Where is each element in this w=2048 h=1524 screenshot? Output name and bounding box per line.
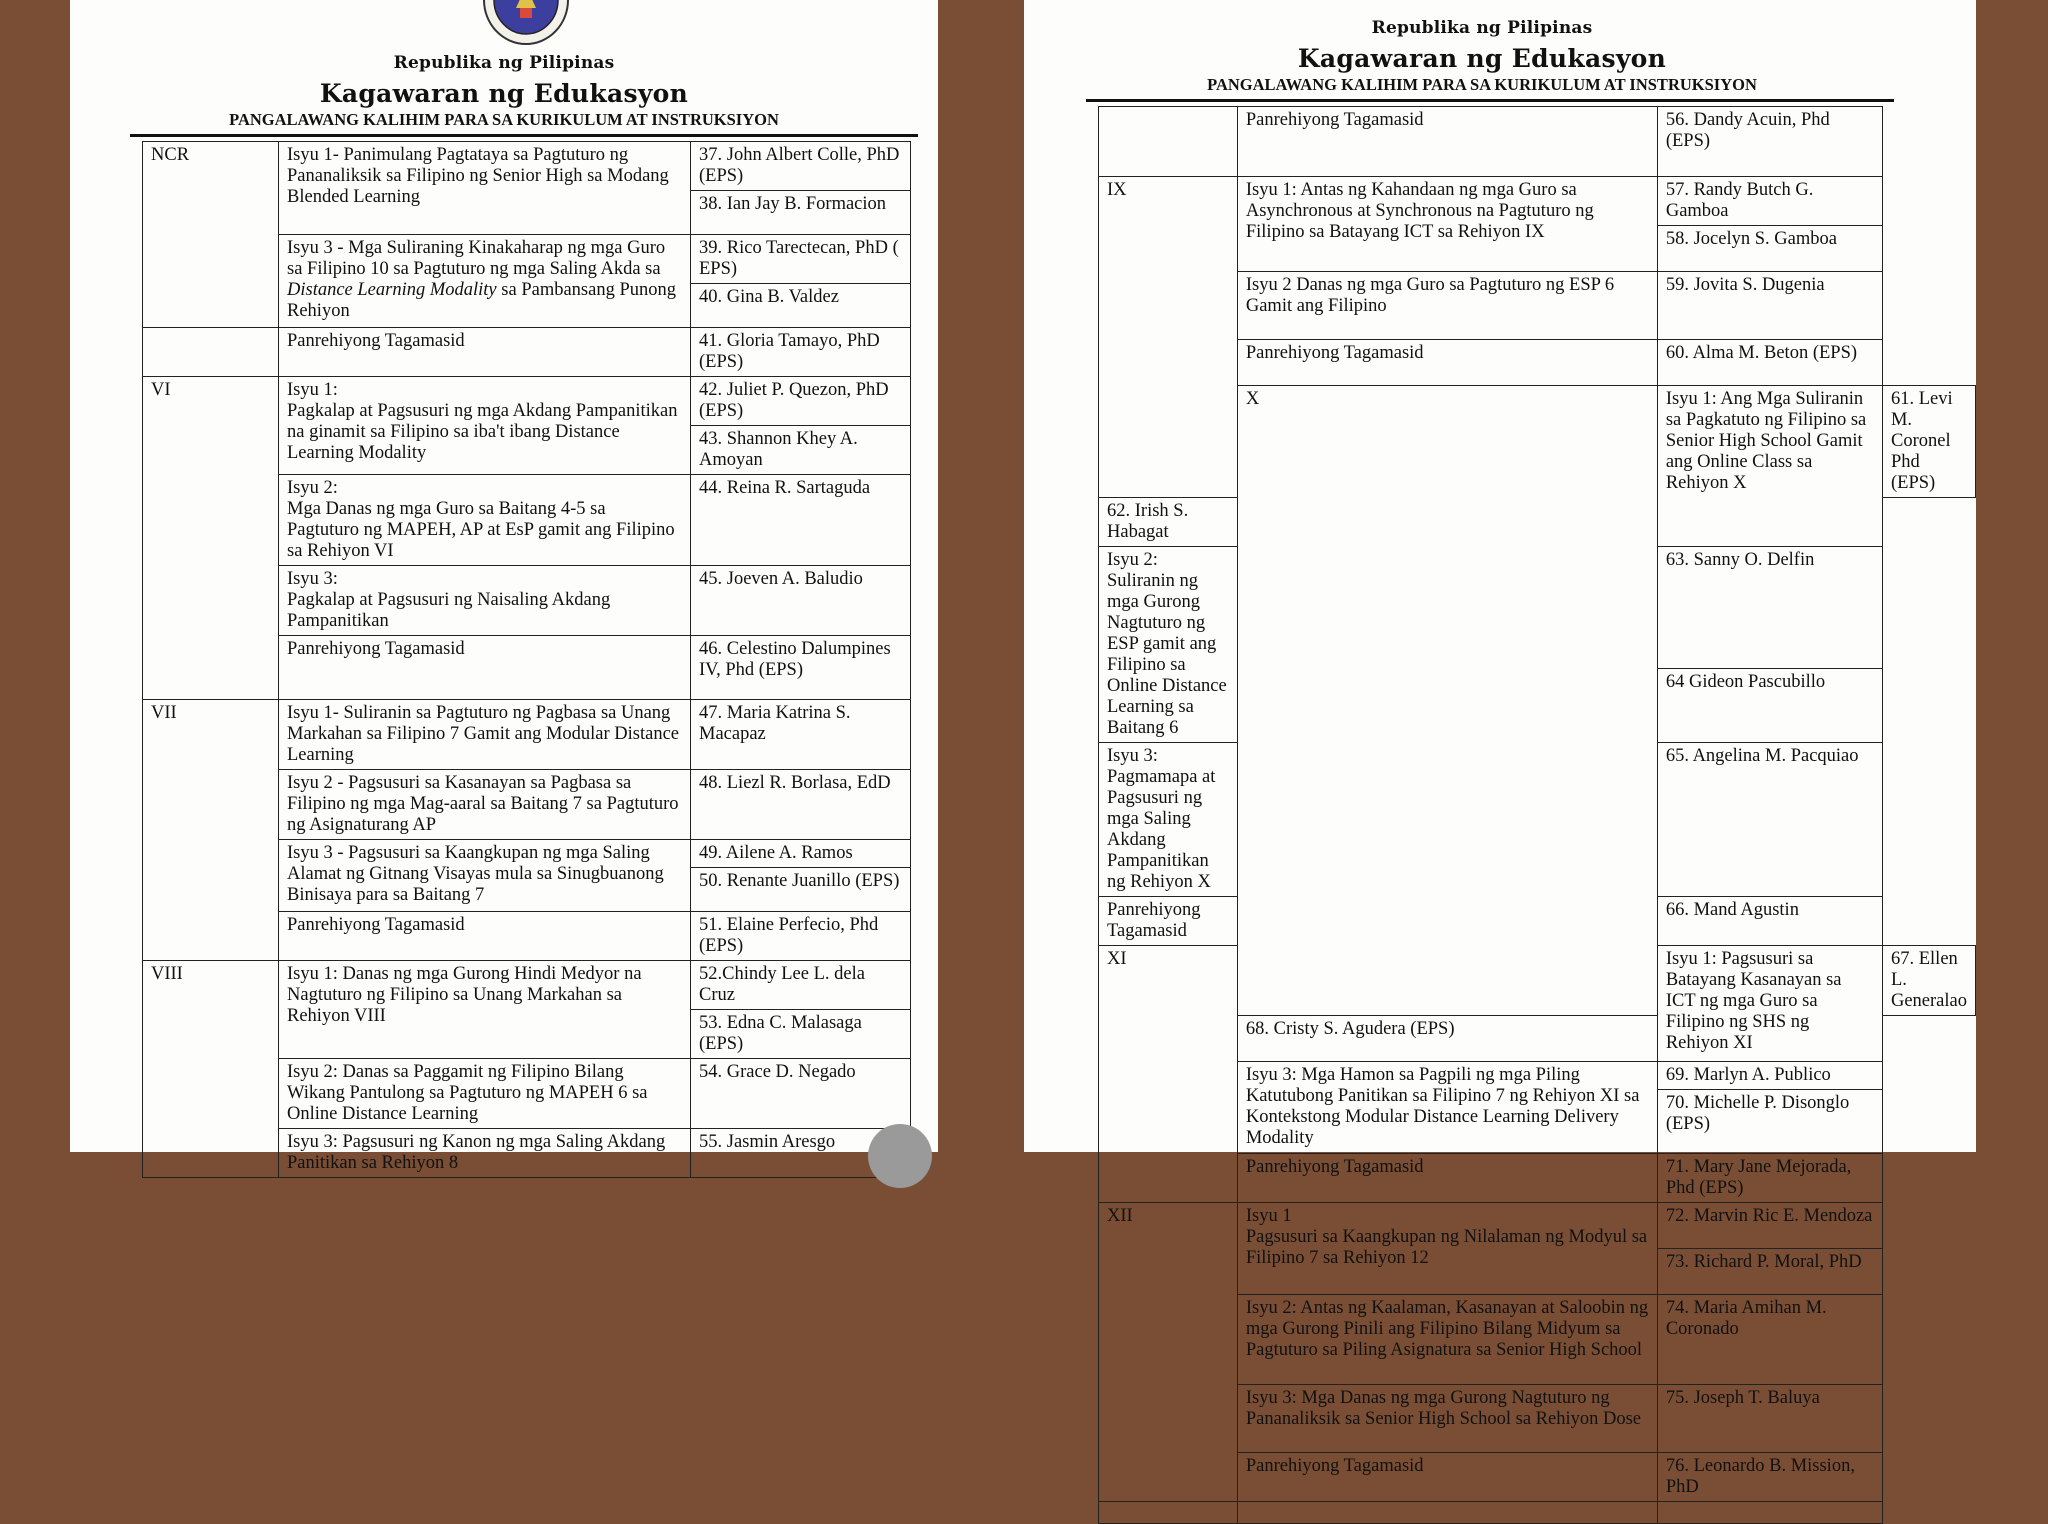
researcher-name-cell: 45. Joeven A. Baludio [691,566,911,636]
researcher-name-cell: 74. Maria Amihan M. Coronado [1657,1295,1882,1385]
issue-cell: Isyu 1 Pagsusuri sa Kaangkupan ng Nilalaman ng Modyul sa Filipino 7 sa Rehiyon 12 [1237,1203,1657,1295]
researcher-name-cell: 39. Rico Tarectecan, PhD ( EPS) [691,235,911,284]
researcher-name-cell: 67. Ellen L. Generalao [1882,946,1975,1016]
table-row [143,961,911,1010]
document-page-left [70,0,938,1173]
region-cell: VI [143,377,279,700]
table-row [1099,177,1976,226]
researcher-name-cell: 72. Marvin Ric E. Mendoza [1657,1203,1882,1249]
researcher-name-cell: 76. Leonardo B. Mission, PhD [1657,1453,1882,1502]
issue-cell: Isyu 3 - Mga Suliraning Kinakaharap ng mga Guro sa Filipino 10 sa Pagtuturo ng mga Saling Akda sa Distance Learning Modality sa Pambansang Punong Rehiyon [279,235,691,328]
region-cell: IX [1099,177,1238,498]
issue-cell: Isyu 3: Pagmamapa at Pagsusuri ng mga Saling Akdang Pampanitikan ng Rehiyon X [1099,743,1238,897]
researcher-name-cell: 59. Jovita S. Dugenia [1657,272,1882,340]
issue-cell: Panrehiyong Tagamasid [1099,897,1238,946]
issue-cell: Panrehiyong Tagamasid [1237,107,1657,177]
region-cell: X [1237,386,1657,1016]
issue-cell: Isyu 1: Ang Mga Suliranin sa Pagkatuto ng Filipino sa Senior High School Gamit ang Online Class sa Rehiyon X [1657,386,1882,547]
region-cell: VII [143,700,279,961]
issue-cell: Isyu 2: Danas sa Paggamit ng Filipino Bilang Wikang Pantulong sa Pagtuturo ng MAPEH 6 sa Online Distance Learning [279,1059,691,1129]
issue-cell: Isyu 2 Danas ng mga Guro sa Pagtuturo ng ESP 6 Gamit ang Filipino [1237,272,1657,340]
header-divider [130,134,918,137]
researcher-name-cell: 56. Dandy Acuin, Phd (EPS) [1657,107,1882,177]
issue-cell: Panrehiyong Tagamasid [1237,1154,1657,1203]
researcher-name-cell: 63. Sanny O. Delfin [1657,547,1882,669]
researcher-name-cell: 70. Michelle P. Disonglo (EPS) [1657,1090,1882,1154]
researcher-name-cell: 43. Shannon Khey A. Amoyan [691,426,911,475]
issue-cell: Isyu 2 - Pagsusuri sa Kasanayan sa Pagbasa sa Filipino ng mga Mag-aaral sa Baitang 7 sa Pagtuturo ng Asignaturang AP [279,770,691,840]
researcher-name-cell: 55. Jasmin Aresgo [691,1129,911,1178]
region-cell [1099,1502,1238,1524]
issue-cell: Panrehiyong Tagamasid [279,636,691,700]
researcher-name-cell: 58. Jocelyn S. Gamboa [1657,226,1882,272]
researcher-name-cell: 51. Elaine Perfecio, Phd (EPS) [691,912,911,961]
researcher-name-cell: 71. Mary Jane Mejorada, Phd (EPS) [1657,1154,1882,1203]
researcher-name-cell: 61. Levi M. Coronel Phd (EPS) [1882,386,1975,498]
issue-cell: Isyu 2: Suliranin ng mga Gurong Nagtuturo ng ESP gamit ang Filipino sa Online Distance Learning sa Baitang 6 [1099,547,1238,743]
document-page-right [1024,0,1976,1497]
researchers-table-right [1098,106,1976,1524]
issue-cell: Panrehiyong Tagamasid [279,328,691,377]
researcher-name-cell: 60. Alma M. Beton (EPS) [1657,340,1882,386]
scroll-handle[interactable] [868,1124,932,1188]
researcher-name-cell: 53. Edna C. Malasaga (EPS) [691,1010,911,1059]
table-row [1099,107,1976,177]
region-cell [1099,107,1238,177]
department-title: Kagawaran ng Edukasyon [1297,44,1667,73]
region-cell: VIII [143,961,279,1178]
researcher-name-cell: 47. Maria Katrina S. Macapaz [691,700,911,770]
issue-cell: Isyu 3 - Pagsusuri sa Kaangkupan ng mga Saling Alamat ng Gitnang Visayas mula sa Sinugbuanong Binisaya para sa Baitang 7 [279,840,691,912]
table-row [1099,1203,1976,1249]
issue-cell: Isyu 3: Pagkalap at Pagsusuri ng Naisaling Akdang Pampanitikan [279,566,691,636]
researcher-name-cell: 44. Reina R. Sartaguda [691,475,911,566]
researcher-name-cell: 42. Juliet P. Quezon, PhD (EPS) [691,377,911,426]
researcher-name-cell [1657,1502,1882,1524]
table-row [1099,1502,1976,1524]
researcher-name-cell: 50. Renante Juanillo (EPS) [691,868,911,912]
researcher-name-cell: 54. Grace D. Negado [691,1059,911,1129]
issue-cell: Panrehiyong Tagamasid [1237,1453,1657,1502]
issue-cell [1237,1502,1657,1524]
researcher-name-cell: 64 Gideon Pascubillo [1657,668,1882,742]
issue-cell: Isyu 3: Mga Danas ng mga Gurong Nagtuturo ng Pananaliksik sa Senior High School sa Rehiyon Dose [1237,1385,1657,1453]
researcher-name-cell: 65. Angelina M. Pacquiao [1657,743,1882,897]
table-row [143,142,911,191]
deped-seal-icon [482,0,570,48]
document-header [70,53,938,130]
researcher-name-cell: 49. Ailene A. Ramos [691,840,911,868]
issue-cell: Panrehiyong Tagamasid [1237,340,1657,386]
researcher-name-cell: 37. John Albert Colle, PhD (EPS) [691,142,911,191]
region-cell [143,328,279,377]
region-cell: XI [1099,946,1238,1203]
table-row [143,328,911,377]
researcher-name-cell: 38. Ian Jay B. Formacion [691,191,911,235]
issue-cell: Panrehiyong Tagamasid [279,912,691,961]
table-row [143,377,911,426]
researcher-name-cell: 69. Marlyn A. Publico [1657,1062,1882,1090]
researcher-name-cell: 73. Richard P. Moral, PhD [1657,1249,1882,1295]
office-subtitle: PANGALAWANG KALIHIM PARA SA KURIKULUM AT INSTRUKSIYON [229,110,779,129]
region-cell: XII [1099,1203,1238,1502]
issue-cell: Isyu 1- Suliranin sa Pagtuturo ng Pagbasa sa Unang Markahan sa Filipino 7 Gamit ang Modular Distance Learning [279,700,691,770]
issue-cell: Isyu 1: Pagkalap at Pagsusuri ng mga Akdang Pampanitikan na ginamit sa Filipino sa iba't ibang Distance Learning Modality [279,377,691,475]
researcher-name-cell: 68. Cristy S. Agudera (EPS) [1237,1016,1657,1062]
researcher-name-cell: 57. Randy Butch G. Gamboa [1657,177,1882,226]
republic-label: Republika ng Pilipinas [1371,18,1593,38]
researcher-name-cell: 41. Gloria Tamayo, PhD (EPS) [691,328,911,377]
researcher-name-cell: 62. Irish S. Habagat [1099,498,1238,547]
issue-cell: Isyu 2: Mga Danas ng mga Guro sa Baitang 4-5 sa Pagtuturo ng MAPEH, AP at EsP gamit ang Filipino sa Rehiyon VI [279,475,691,566]
researcher-name-cell: 40. Gina B. Valdez [691,284,911,328]
researcher-name-cell: 46. Celestino Dalumpines IV, Phd (EPS) [691,636,911,700]
researcher-name-cell: 75. Joseph T. Baluya [1657,1385,1882,1453]
republic-label: Republika ng Pilipinas [393,53,615,73]
researcher-name-cell: 66. Mand Agustin [1657,897,1882,946]
issue-cell: Isyu 1: Danas ng mga Gurong Hindi Medyor na Nagtuturo ng Filipino sa Unang Markahan sa Rehiyon VIII [279,961,691,1059]
region-cell: NCR [143,142,279,328]
issue-cell: Isyu 2: Antas ng Kaalaman, Kasanayan at Saloobin ng mga Gurong Pinili ang Filipino Bilang Midyum sa Pagtuturo sa Piling Asignatura sa Senior High School [1237,1295,1657,1385]
issue-cell: Isyu 3: Pagsusuri ng Kanon ng mga Saling Akdang Panitikan sa Rehiyon 8 [279,1129,691,1178]
issue-cell: Isyu 1: Antas ng Kahandaan ng mga Guro sa Asynchronous at Synchronous na Pagtuturo ng Filipino sa Batayang ICT sa Rehiyon IX [1237,177,1657,272]
department-title: Kagawaran ng Edukasyon [319,79,689,108]
researchers-table-left [142,141,911,1178]
table-row [143,700,911,770]
header-divider [1086,99,1894,102]
researcher-name-cell: 52.Chindy Lee L. dela Cruz [691,961,911,1010]
office-subtitle: PANGALAWANG KALIHIM PARA SA KURIKULUM AT INSTRUKSIYON [1207,75,1757,94]
issue-cell: Isyu 3: Mga Hamon sa Pagpili ng mga Piling Katutubong Panitikan sa Filipino 7 ng Rehiyon XI sa Kontekstong Modular Distance Learning Delivery Modality [1237,1062,1657,1154]
issue-cell: Isyu 1- Panimulang Pagtataya sa Pagtuturo ng Pananaliksik sa Filipino ng Senior High sa Modang Blended Learning [279,142,691,235]
document-header [1024,18,1940,95]
issue-cell: Isyu 1: Pagsusuri sa Batayang Kasanayan sa ICT ng mga Guro sa Filipino ng SHS ng Rehiyon XI [1657,946,1882,1062]
researcher-name-cell: 48. Liezl R. Borlasa, EdD [691,770,911,840]
